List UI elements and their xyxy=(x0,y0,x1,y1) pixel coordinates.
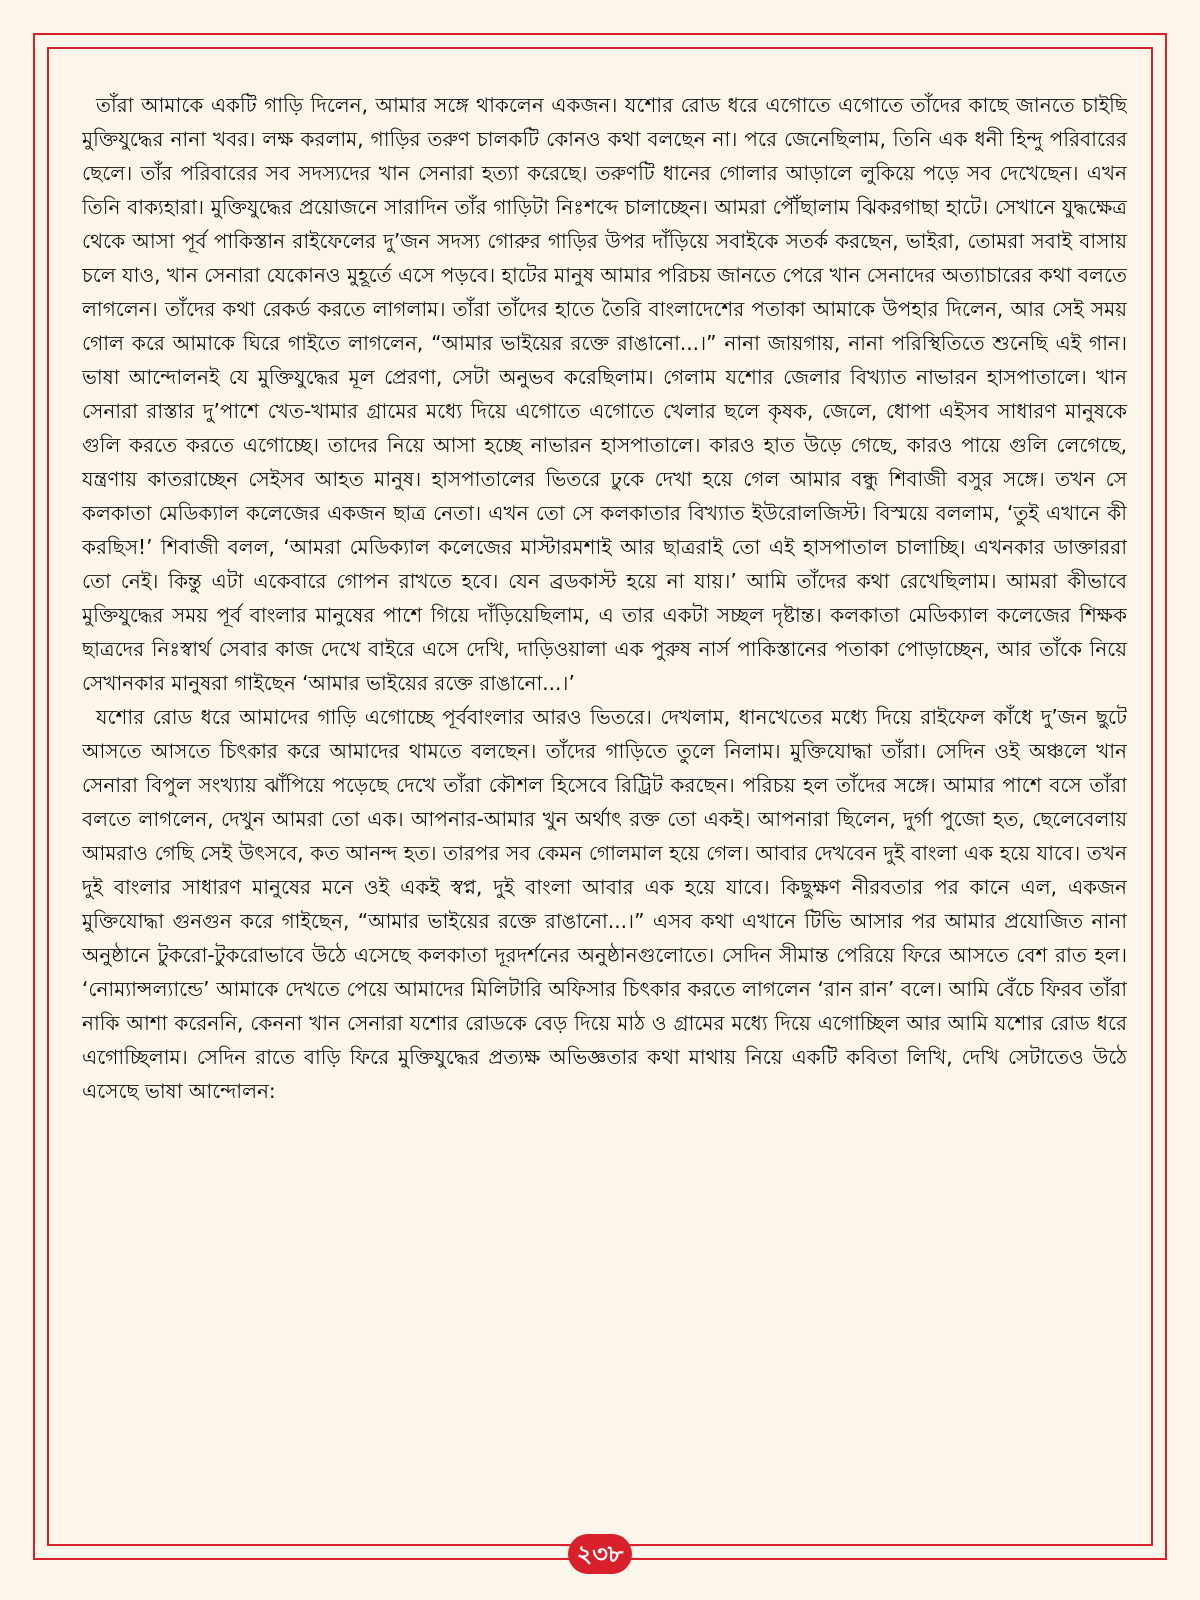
body-text xyxy=(82,88,1127,1508)
paragraph-1: তাঁরা আমাকে একটি গাড়ি দিলেন, আমার সঙ্গে থাকলেন একজন। যশোর রোড ধরে এগোতে এগোতে তাঁদের কাছে জানতে চাইছি মুক্তিযুদ্ধের নানা খবর। লক্ষ করলাম, গাড়ির তরুণ চালকটি কোনও কথা বলছেন না। পরে জেনেছিলাম, তিনি এক ধনী হিন্দু পরিবারের ছেলে। তাঁর পরিবারের সব সদস্যদের খান সেনারা হত্যা করেছে। তরুণটি ধানের গোলার আড়ালে লুকিয়ে পড়ে সব দেখেছেন। এখন তিনি বাক্যহারা। মুক্তিযুদ্ধের প্রয়োজনে সারাদিন তাঁর গাড়িটা নিঃশব্দে চালাচ্ছেন। আমরা পৌঁছালাম ঝিকরগাছা হাটে। সেখানে যুদ্ধক্ষেত্র থেকে আসা পূর্ব পাকিস্তান রাইফেলের দু’জন সদস্য গোরুর গাড়ির উপর দাঁড়িয়ে সবাইকে সতর্ক করছেন, ভাইরা, তোমরা সবাই বাসায় চলে যাও, খান সেনারা যেকোনও মুহূর্তে এসে পড়বে। হাটের মানুষ আমার পরিচয় জানতে পেরে খান সেনাদের অত্যাচারের কথা বলতে লাগলেন। তাঁদের কথা রেকর্ড করতে লাগলাম। তাঁরা তাঁদের হাতে তৈরি বাংলাদেশের পতাকা আমাকে উপহার দিলেন, আর সেই সময় গোল করে আমাকে ঘিরে গাইতে লাগলেন, “আমার ভাইয়ের রক্তে রাঙানো...।” নানা জায়গায়, নানা পরিস্থিতিতে শুনেছি এই গান। ভাষা আন্দোলনই যে মুক্তিযুদ্ধের মূল প্রেরণা, সেটা অনুভব করেছিলাম। গেলাম যশোর জেলার বিখ্যাত নাভারন হাসপাতালে। খান সেনারা রাস্তার দু’পাশে খেত-খামার গ্রামের মধ্যে দিয়ে এগোতে এগোতে খেলার ছলে কৃষক, জেলে, ধোপা এইসব সাধারণ মানুষকে গুলি করতে করতে এগোচ্ছে। তাদের নিয়ে আসা হচ্ছে নাভারন হাসপাতালে। কারও হাত উড়ে গেছে, কারও পায়ে গুলি লেগেছে, যন্ত্রণায় কাতরাচ্ছেন সেইসব আহত মানুষ। হাসপাতালের ভিতরে ঢুকে দেখা হয়ে গেল আমার বন্ধু শিবাজী বসুর সঙ্গে। তখন সে কলকাতা মেডিক্যাল কলেজের একজন ছাত্র নেতা। এখন তো সে কলকাতার বিখ্যাত ইউরোলজিস্ট। বিস্ময়ে বললাম, ‘তুই এখানে কী করছিস!’ শিবাজী বলল, ‘আমরা মেডিক্যাল কলেজের মাস্টারমশাই আর ছাত্ররাই তো এই হাসপাতাল চালাচ্ছি। এখনকার ডাক্তাররা তো নেই। কিন্তু এটা একেবারে গোপন রাখতে হবে। যেন ব্রডকাস্ট হয়ে না যায়।’ আমি তাঁদের কথা রেখেছিলাম। আমরা কীভাবে মুক্তিযুদ্ধের সময় পূর্ব বাংলার মানুষের পাশে গিয়ে দাঁড়িয়েছিলাম, এ তার একটা সচ্ছল দৃষ্টান্ত। কলকাতা মেডিক্যাল কলেজের শিক্ষক ছাত্রদের নিঃস্বার্থ সেবার কাজ দেখে বাইরে এসে দেখি, দাড়িওয়ালা এক পুরুষ নার্স পাকিস্তানের পতাকা পোড়াচ্ছেন, আর তাঁকে নিয়ে সেখানকার মানুষরা গাইছেন ‘আমার ভাইয়ের রক্তে রাঙানো...।’ xyxy=(82,93,1127,695)
page-number-badge: ২৩৮ xyxy=(568,1534,632,1574)
paragraph-2: যশোর রোড ধরে আমাদের গাড়ি এগোচ্ছে পূর্ববাংলার আরও ভিতরে। দেখলাম, ধানখেতের মধ্যে দিয়ে রাইফেল কাঁধে দু’জন ছুটে আসতে আসতে চিৎকার করে আমাদের থামতে বলছেন। তাঁদের গাড়িতে তুলে নিলাম। মুক্তিযোদ্ধা তাঁরা। সেদিন ওই অঞ্চলে খান সেনারা বিপুল সংখ্যায় ঝাঁপিয়ে পড়েছে দেখে তাঁরা কৌশল হিসেবে রিট্রিট করছেন। পরিচয় হল তাঁদের সঙ্গে। আমার পাশে বসে তাঁরা বলতে লাগলেন, দেখুন আমরা তো এক। আপনার-আমার খুন অর্থাৎ রক্ত তো একই। আপনারা ছিলেন, দুর্গা পুজো হত, ছেলেবেলায় আমরাও গেছি সেই উৎসবে, কত আনন্দ হত। তারপর সব কেমন গোলমাল হয়ে গেল। আবার দেখবেন দুই বাংলা এক হয়ে যাবে। তখন দুই বাংলার সাধারণ মানুষের মনে ওই একই স্বপ্ন, দুই বাংলা আবার এক হয়ে যাবে। কিছুক্ষণ নীরবতার পর কানে এল, একজন মুক্তিযোদ্ধা গুনগুন করে গাইছেন, “আমার ভাইয়ের রক্তে রাঙানো...।” এসব কথা এখানে টিভি আসার পর আমার প্রযোজিত নানা অনুষ্ঠানে টুকরো-টুকরোভাবে উঠে এসেছে কলকাতা দূরদর্শনের অনুষ্ঠানগুলোতে। সেদিন সীমান্ত পেরিয়ে ফিরে আসতে বেশ রাত হল। ‘নোম্যান্সল্যান্ডে’ আমাকে দেখতে পেয়ে আমাদের মিলিটারি অফিসার চিৎকার করতে লাগলেন ‘রান রান’ বলে। আমি বেঁচে ফিরব তাঁরা নাকি আশা করেননি, কেননা খান সেনারা যশোর রোডকে বেড় দিয়ে মাঠ ও গ্রামের মধ্যে দিয়ে এগোচ্ছিল আর আমি যশোর রোড ধরে এগোচ্ছিলাম। সেদিন রাতে বাড়ি ফিরে মুক্তিযুদ্ধের প্রত্যক্ষ অভিজ্ঞতার কথা মাথায় নিয়ে একটি কবিতা লিখি, দেখি সেটাতেও উঠে এসেছে ভাষা আন্দোলন: xyxy=(82,705,1127,1103)
